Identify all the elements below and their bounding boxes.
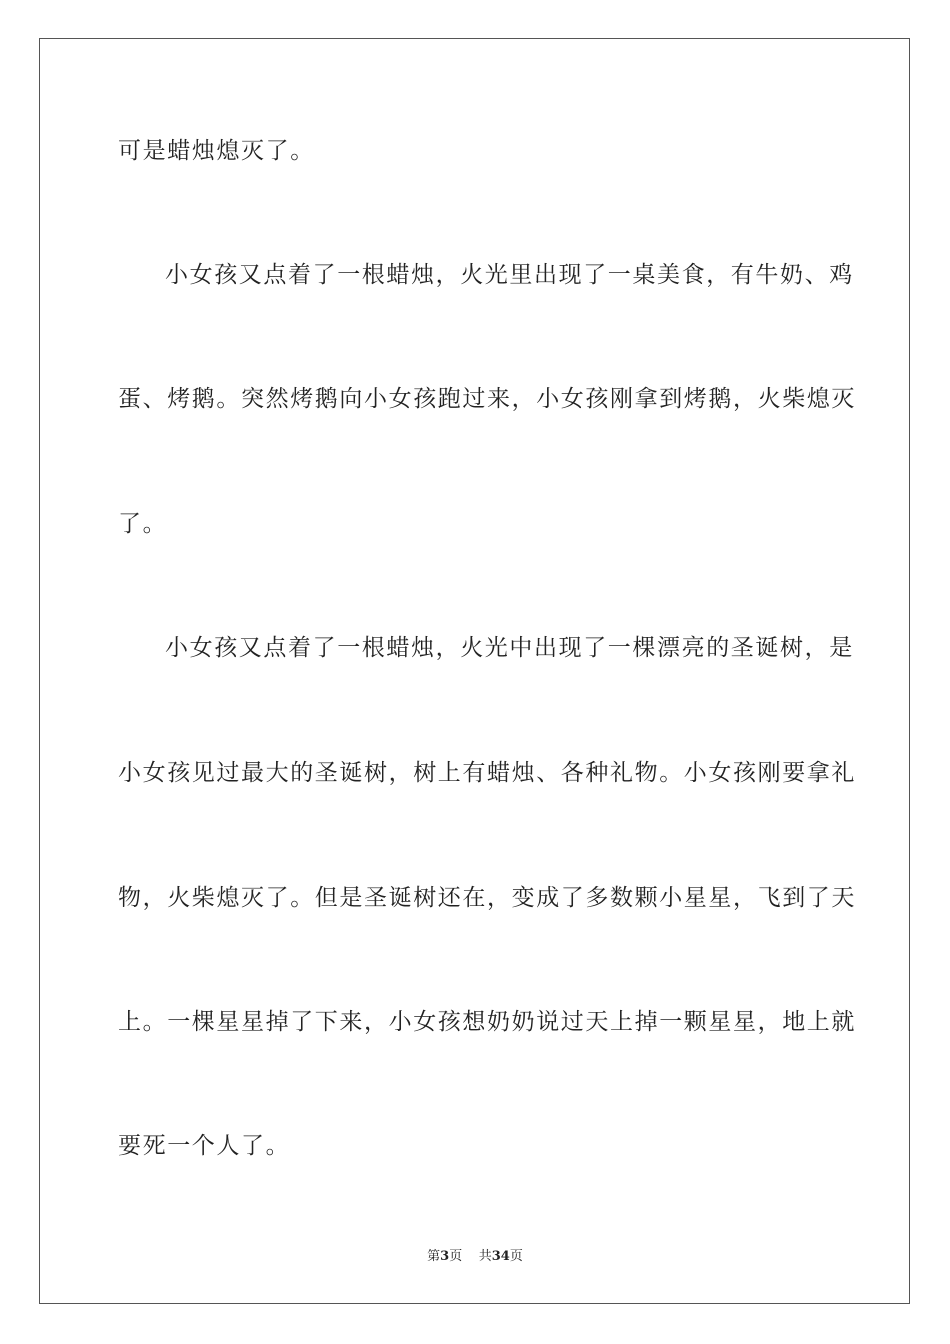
text-line: 要死一个人了。 [118,1133,291,1159]
text-line: 蛋、烤鹅。突然烤鹅向小女孩跑过来，小女孩刚拿到烤鹅，火柴熄灭 [118,386,856,412]
total-label-suffix: 页 [509,1249,523,1264]
total-label-prefix: 共 [478,1249,492,1264]
current-page-number: 3 [440,1249,450,1264]
page-label-prefix: 第 [427,1249,441,1264]
text-line: 可是蜡烛熄灭了。 [118,138,315,164]
page-label-suffix: 页 [449,1249,463,1264]
text-line: 物，火柴熄灭了。但是圣诞树还在，变成了多数颗小星星，飞到了天 [118,885,856,911]
paragraph-first-line: 小女孩又点着了一根蜡烛，火光中出现了一棵漂亮的圣诞树，是 [165,635,854,661]
page-border [39,38,910,1304]
text-line: 小女孩见过最大的圣诞树，树上有蜡烛、各种礼物。小女孩刚要拿礼 [118,760,856,786]
paragraph-first-line: 小女孩又点着了一根蜡烛，火光里出现了一桌美食，有牛奶、鸡 [165,262,854,288]
text-line: 了。 [118,511,168,537]
page-footer [0,1248,950,1266]
total-pages-number: 34 [491,1249,510,1264]
text-line: 上。一棵星星掉了下来，小女孩想奶奶说过天上掉一颗星星，地上就 [118,1009,856,1035]
